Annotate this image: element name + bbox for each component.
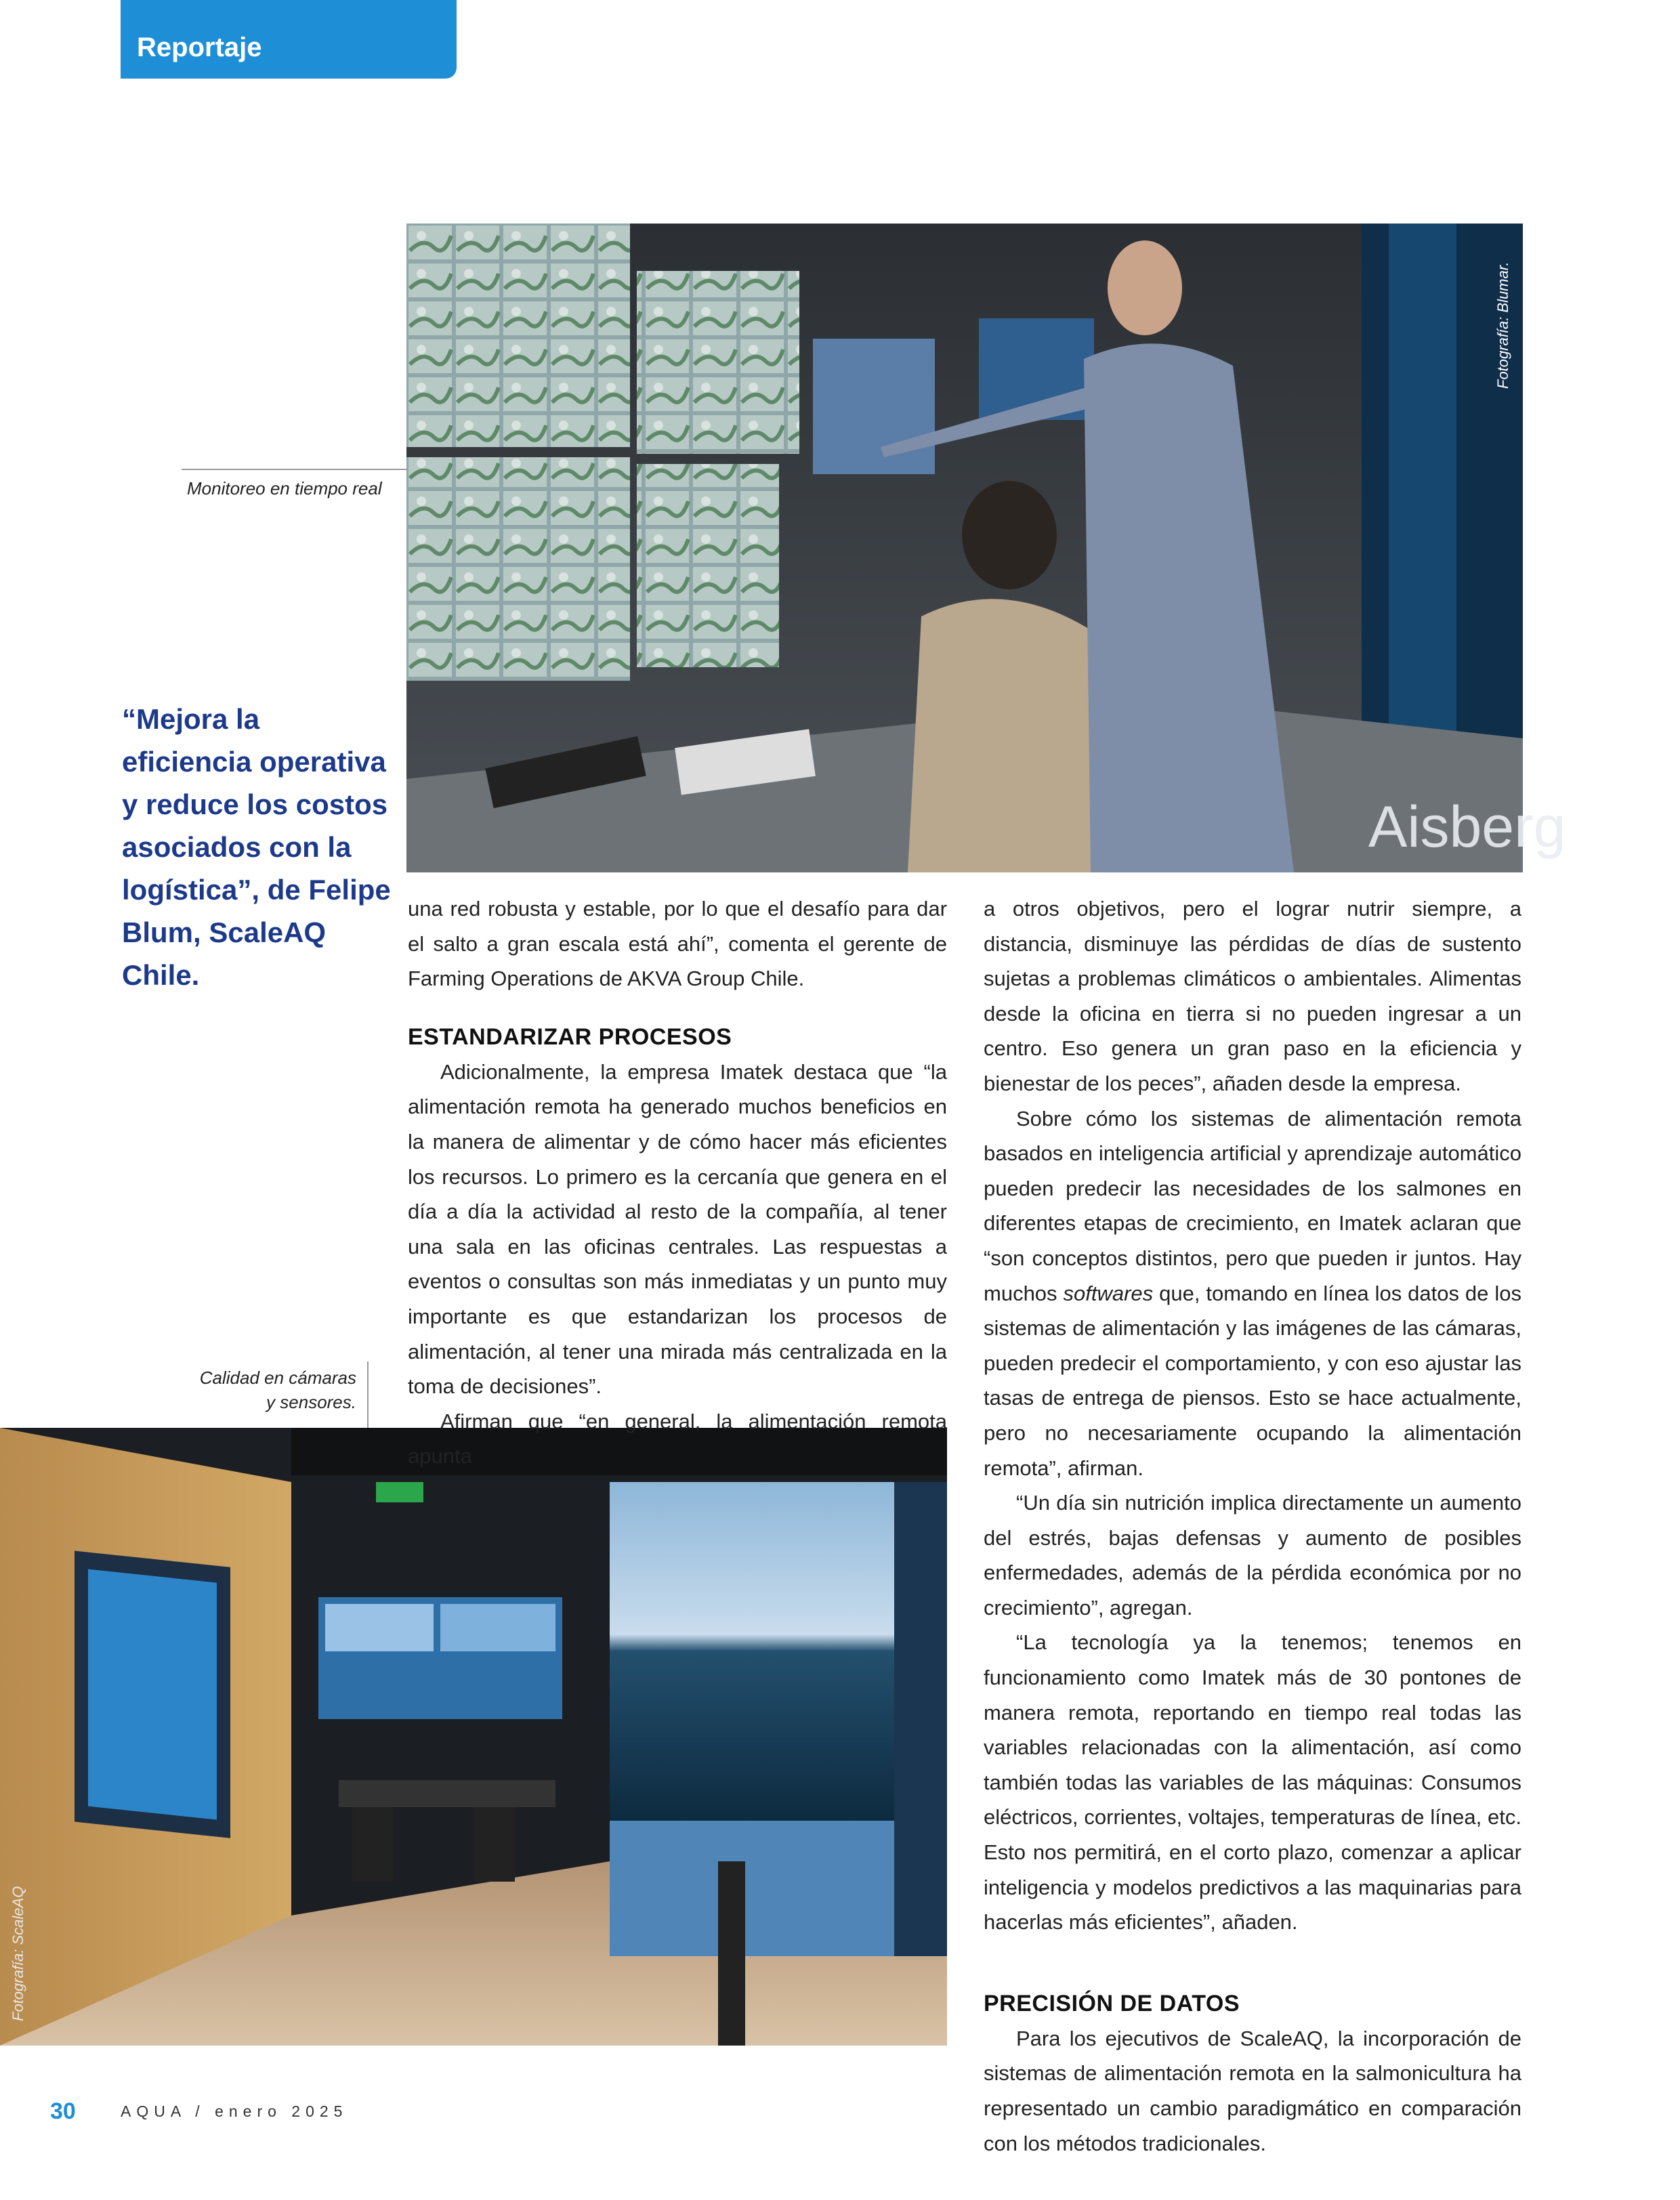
caption-line: Calidad en cámaras bbox=[199, 1368, 356, 1388]
emphasis: softwares bbox=[1063, 1281, 1154, 1305]
text-run: que, tomando en línea los datos de los sistemas de alimentación y las imágenes de las cámaras, pueden predecir el comportamiento, y con eso ajustar las tasas de entrega de piensos. Esto se hace actualmente, pero no necesariamente ocupando la alimentación remota”, afirman. bbox=[984, 1281, 1521, 1480]
photo-credit-top: Fotografía: Blumar. bbox=[1494, 261, 1511, 389]
section-tab bbox=[121, 0, 457, 79]
article-column-1 bbox=[408, 891, 947, 1474]
caption-rule bbox=[182, 469, 406, 470]
control-room-photo bbox=[0, 1428, 947, 2046]
paragraph: “La tecnología ya la tenemos; tenemos en funcionamiento como Imatek más de 30 pontones de manera remota, reportando en tiempo real todas las variables relacionadas con la alimentación, así como también todas las variables de las máquinas: Consumos eléctricos, corrientes, voltajes, temperaturas de línea, etc. Esto nos permitirá, en el corto plazo, comenzar a aplicar inteligencia y modelos predictivos a las maquinarias para hacerlas más eficientes”, añaden. bbox=[984, 1630, 1521, 1934]
paragraph: Afirman que “en general, la alimentación remota apunta bbox=[408, 1409, 947, 1468]
article-column-2 bbox=[984, 891, 1521, 2161]
photo-credit-bottom: Fotografía: ScaleAQ bbox=[9, 1886, 26, 2021]
paragraph: Adicionalmente, la empresa Imatek destaca que “la alimentación remota ha generado muchos beneficios en la manera de alimentar y de cómo hacer más eficientes los recursos. Lo primero es la cercanía que genera en el día a día la actividad al resto de la compañía, al tener una sala en las oficinas centrales. Las respuestas a eventos o consultas son más inmediatas y un punto muy importante es que estandarizan los procesos de alimentación, al tener una mirada más centralizada en la toma de decisiones”. bbox=[408, 1059, 947, 1399]
paragraph: Para los ejecutivos de ScaleAQ, la incorporación de sistemas de alimentación remota en la salmonicultura ha representado un cambio paradigmático en comparación con los métodos tradicionales. bbox=[984, 2026, 1521, 2155]
paragraph: “Un día sin nutrición implica directamente un aumento del estrés, bajas defensas y aumento de posibles enfermedades, además de la pérdida económica por no crecimiento”, agregan. bbox=[984, 1491, 1521, 1620]
text-run: Sobre cómo los sistemas de alimentación remota basados en inteligencia artificial y aprendizaje automático pueden predecir las necesidades de los salmones en diferentes etapas de crecimiento, en Imatek aclaran que “son conceptos distintos, pero que pueden ir juntos. Hay muchos bbox=[984, 1106, 1521, 1305]
paragraph bbox=[984, 1101, 1521, 1486]
magazine-issue: AQUA / enero 2025 bbox=[121, 2102, 348, 2120]
photo-caption-bottom bbox=[135, 1366, 356, 1414]
subheading: PRECISIÓN DE DATOS bbox=[984, 1990, 1240, 2016]
pull-quote: “Mejora la eficiencia operativa y reduce los costos asociados con la logística”, de Felipe Blum, ScaleAQ Chile. bbox=[122, 703, 391, 991]
paragraph: a otros objetivos, pero el lograr nutrir siempre, a distancia, disminuye las pérdidas de días de sustento sujetas a problemas climáticos o ambientales. Alimentas desde la oficina en tierra si no pueden ingresar a un centro. Eso genera un gran paso en la eficiencia y bienestar de los peces”, añaden desde la empresa. bbox=[984, 897, 1521, 1095]
caption-rule-vertical bbox=[367, 1361, 369, 1428]
page-number: 30 bbox=[50, 2098, 76, 2124]
photo-watermark: Aisberg bbox=[1368, 795, 1566, 860]
section-label: Reportaje bbox=[137, 33, 262, 62]
monitoring-room-photo bbox=[406, 224, 1566, 872]
paragraph: una red robusta y estable, por lo que el desafío para dar el salto a gran escala está ahí”, comenta el gerente de Farming Operations de AKVA Group Chile. bbox=[408, 897, 947, 991]
photo-caption-top: Monitoreo en tiempo real bbox=[187, 478, 382, 499]
caption-line: y sensores. bbox=[266, 1392, 356, 1412]
subheading: ESTANDARIZAR PROCESOS bbox=[408, 1023, 732, 1050]
